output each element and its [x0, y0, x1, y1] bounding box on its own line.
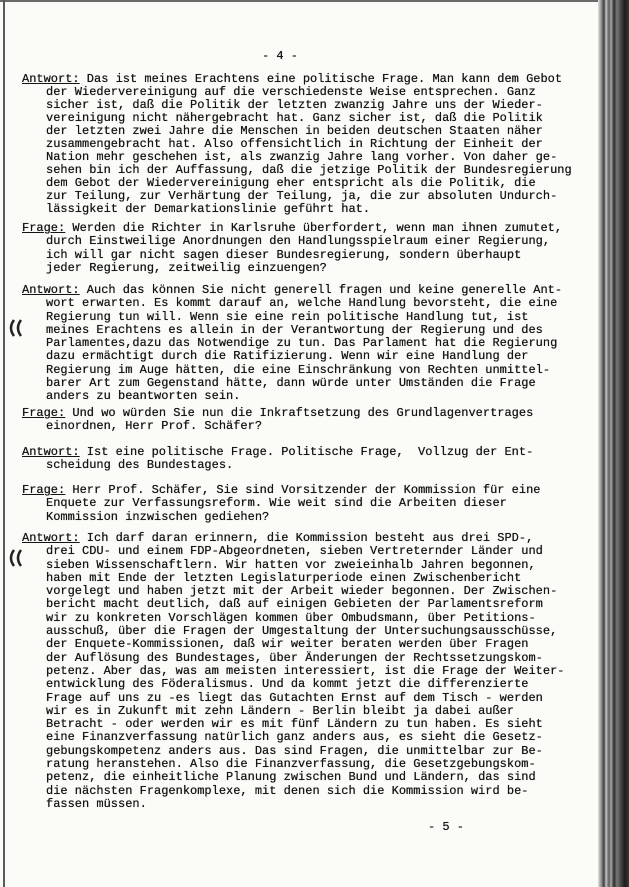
text-line: jeder Regierung, zeitweilig einzuengen? [46, 260, 327, 275]
speaker-label: Frage: [22, 483, 66, 497]
speaker-label: Antwort: [22, 445, 80, 459]
text-line: Kommission inzwischen gediehen? [46, 509, 270, 524]
text-line: eine Finanzverfassung natürlich ganz anders aus, es sieht die Gesetz- [46, 730, 543, 745]
text-line: zur Teilung, zur Verhärtung der Teilung, ja, die zur absoluten Undurch- [46, 189, 558, 203]
text-line [22, 484, 598, 497]
text-line: wir es in Zukunft mit zehn Ländern - Berlin bleibt ja dabei außer [46, 703, 515, 718]
answer-block [22, 532, 598, 811]
question-block [22, 407, 598, 434]
scan-left-edge [3, 0, 5, 887]
speaker-label: Antwort: [22, 283, 80, 297]
text-line: ich will gar nicht sagen dieser Bundesregierung, sondern überhaupt [46, 247, 522, 262]
question-block [22, 222, 598, 275]
text-line: lässigkeit der Demarkationslinie geführt hat. [46, 202, 371, 216]
speaker-label: Frage: [22, 406, 66, 420]
text-line: der letzten zwei Jahre die Menschen in beiden deutschen Staaten näher [46, 124, 543, 138]
text-line-content: Ich darf daran erinnern, die Kommission besteht aus drei SPD-, [86, 531, 534, 545]
text-line: barer Art zum Gegenstand hätte, dann würde unter Umständen die Frage [46, 376, 536, 391]
text-line: der Auflösung des Bundestages, über Änderungen der Rechtssetzungskom- [46, 650, 543, 665]
text-line: gebungskompetenz anders aus. Das sind Fragen, die unmittelbar zur Be- [46, 743, 543, 758]
text-line: die nächsten Fragenkomplexe, mit denen sich die Kommission wird be- [46, 783, 529, 798]
text-line: drei CDU- und einem FDP-Abgeordneten, sieben Vertreternder Länder und [46, 544, 543, 559]
text-line: zusammengebracht hat. Also offensichtlich in Richtung der Einheit der [46, 137, 543, 151]
text-line: wort erwarten. Es kommt darauf an, welche Handlung bevorsteht, die eine [46, 296, 558, 311]
speaker-label: Frage: [22, 221, 66, 235]
scan-top-edge [0, 0, 629, 2]
text-line: ausschuß, über die Fragen der Umgestaltung der Untersuchungsausschüsse, [46, 624, 558, 639]
text-line-content: Werden die Richter in Karlsruhe überfordert, wenn man ihnen zumutet, [72, 221, 563, 235]
header-page-number: - 4 - [262, 49, 299, 63]
text-line: scheidung des Bundestages. [46, 458, 234, 473]
text-line: dem Gebot der Wiedervereinigung eher entspricht als die Politik, die [46, 176, 536, 190]
text-line-content: Und wo würden Sie nun die Inkraftsetzung des Grundlagenvertrages [72, 406, 534, 420]
text-line: ratung heranstehen. Also die Finanzverfassung, die Gesetzgebungskom- [46, 757, 536, 772]
text-line: Enquete zur Verfassungsreform. Wie weit sind die Arbeiten dieser [46, 496, 507, 511]
text-line: anders zu beantworten sein. [46, 389, 241, 404]
text-line [22, 222, 598, 235]
text-line: der Enquete-Kommissionen, daß wir weiter beraten werden über Fragen [46, 637, 529, 652]
text-line [22, 407, 598, 420]
text-line-content: Ist eine politische Frage. Politische Frage, Vollzug der Ent- [86, 445, 534, 459]
speaker-label: Antwort: [22, 531, 80, 545]
text-line: petenz. Aber das, was am meisten interessiert, ist die Frage der Weiter- [46, 663, 565, 678]
footer-page-number: - 5 - [428, 820, 465, 834]
text-line: dazu ermächtigt durch die Ratifizierung. Wenn wir eine Handlung der [46, 349, 529, 364]
text-line: sehen bin ich der Auffassung, daß die jetzige Politik der Bundesregierung [46, 163, 572, 177]
text-line: Betracht - oder werden wir es mit fünf Ländern zu tun haben. Es sieht [46, 717, 543, 732]
text-line: petenz, die einheitliche Planung zwischen Bund und Ländern, das sind [46, 770, 536, 785]
text-line: vorgelegt und haben jetzt mit der Arbeit wieder begonnen. Der Zwischen- [46, 584, 558, 599]
text-line: sieben Wissenschaftlern. Wir hatten vor zweieinhalb Jahren begonnen, [46, 557, 536, 572]
text-line [22, 532, 598, 545]
text-line: Nation mehr geschehen ist, als zwanzig Jahre lang vorher. Von daher ge- [46, 150, 558, 164]
text-line: Frage auf uns zu -es liegt das Gutachten Ernst auf dem Tisch - werden [46, 690, 543, 705]
text-line: haben mit Ende der letzten Legislaturperiode einen Zwischenbericht [46, 570, 522, 585]
text-line: Regierung im Auge hätten, die eine Einschränkung von Rechten unmittel- [46, 362, 551, 377]
text-line-content: Herr Prof. Schäfer, Sie sind Vorsitzender der Kommission für eine [72, 483, 541, 497]
text-line: bericht macht deutlich, daß auf einigen Gebieten der Parlamentsreform [46, 597, 543, 612]
text-line-content: Auch das können Sie nicht generell fragen und keine generelle Ant- [86, 283, 563, 297]
text-line: sicher ist, daß die Politik der letzten zwanzig Jahre uns der Wieder- [46, 98, 543, 112]
answer-block [22, 446, 598, 473]
answer-block [22, 284, 598, 404]
question-block [22, 484, 598, 524]
text-line: meines Erachtens es allein in der Verantwortung der Regierung und des [46, 322, 543, 337]
text-line [22, 446, 598, 459]
text-line: wir zu konkreten Vorschlägen kommen über Ombudsmann, über Petitions- [46, 610, 536, 625]
text-line-content: Das ist meines Erachtens eine politische Frage. Man kann dem Gebot [86, 72, 563, 86]
answer-block [22, 73, 598, 216]
text-line: Parlamentes,dazu das Notwendige zu tun. Das Parlament hat die Regierung [46, 336, 558, 351]
binding-shadow [598, 0, 629, 887]
text-line: Regierung tun will. Wenn sie eine rein politische Handlung tut, ist [46, 309, 529, 324]
text-line: entwicklung des Föderalismus. Und da kommt jetzt die differenzierte [46, 677, 529, 692]
text-line: vereinigung nicht nähergebracht hat. Ganz sicher ist, daß die Politik [46, 111, 543, 125]
text-line: fassen müssen. [46, 796, 147, 811]
text-line [22, 284, 598, 297]
text-line: der Wiedervereinigung auf die verschiedenste Weise entsprechen. Ganz [46, 85, 536, 99]
speaker-label: Antwort: [22, 72, 80, 86]
text-line: einordnen, Herr Prof. Schäfer? [46, 419, 263, 434]
text-line: durch Einstweilige Anordnungen den Handlungsspielraum einer Regierung, [46, 234, 551, 249]
